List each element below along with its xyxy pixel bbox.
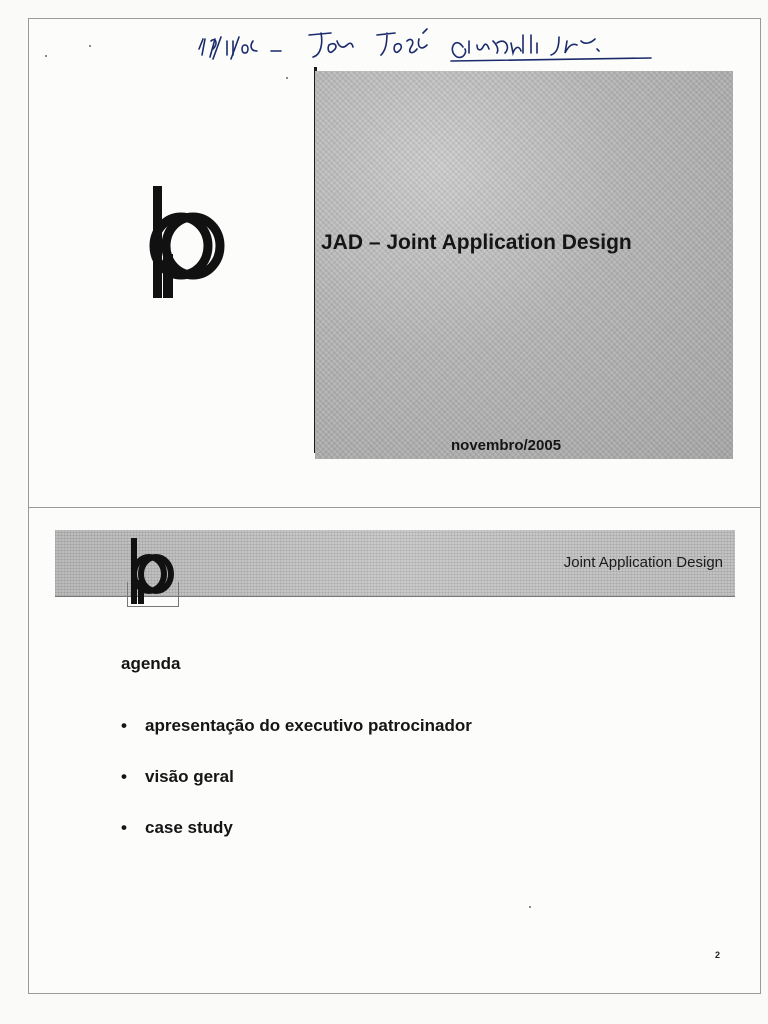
bp-logo-icon xyxy=(149,184,229,304)
bullet-icon: • xyxy=(121,818,127,837)
agenda-item-label: case study xyxy=(145,818,233,837)
slide-1 xyxy=(28,18,761,508)
handwritten-signature-icon xyxy=(197,27,667,75)
list-item xyxy=(121,818,472,869)
scan-speck xyxy=(529,906,531,908)
scan-speck xyxy=(89,45,91,47)
list-item xyxy=(121,716,472,767)
agenda-list xyxy=(121,716,472,869)
agenda-item-label: visão geral xyxy=(145,767,234,786)
header-title: Joint Application Design xyxy=(563,554,723,571)
bp-logo-icon xyxy=(129,536,179,608)
bullet-icon: • xyxy=(121,767,127,786)
scan-speck xyxy=(45,55,47,57)
agenda-heading: agenda xyxy=(121,654,181,673)
list-item xyxy=(121,767,472,818)
agenda-item-label: apresentação do executivo patrocinador xyxy=(145,716,472,735)
slide-date: novembro/2005 xyxy=(451,437,562,454)
slide-2 xyxy=(28,507,761,994)
page-number: 2 xyxy=(715,950,721,960)
title-panel xyxy=(315,71,733,459)
scan-speck xyxy=(286,77,288,79)
slide-title: JAD – Joint Application Design xyxy=(321,231,632,254)
handwritten-note xyxy=(197,27,667,75)
bullet-icon: • xyxy=(121,716,127,735)
